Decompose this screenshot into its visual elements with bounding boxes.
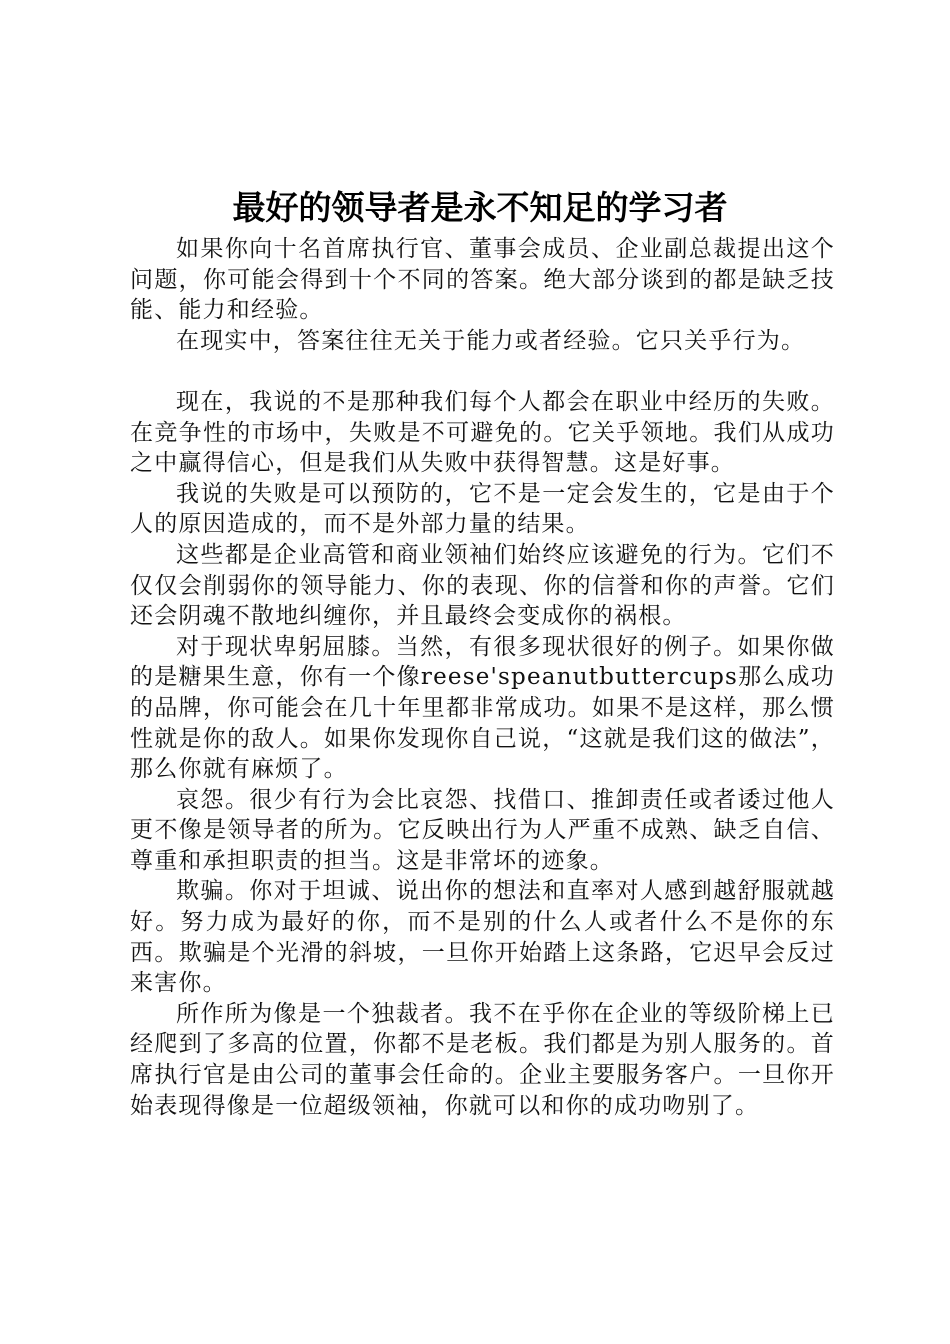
paragraph-6: 对于现状卑躬屈膝。当然，有很多现状很好的例子。如果你做的是糖果生意，你有一个像reese'speanutbuttercups那么成功的品牌，你可能会在几十年里都非常成功。如果不是这样，那么惯性就是你的敌人。如果你发现你自己说，“这就是我们这的做法”，那么你就有麻烦了。 [130,633,835,783]
document-title: 最好的领导者是永不知足的学习者 [232,188,728,227]
paragraph-5: 这些都是企业高管和商业领袖们始终应该避免的行为。它们不仅仅会削弱你的领导能力、你的表现、你的信誉和你的声誉。它们还会阴魂不散地纠缠你，并且最终会变成你的祸根。 [130,541,835,630]
document-body [130,234,835,1121]
paragraph-8: 欺骗。你对于坦诚、说出你的想法和直率对人感到越舒服就越好。努力成为最好的你，而不是别的什么人或者什么不是你的东西。欺骗是个光滑的斜坡，一旦你开始踏上这条路，它迟早会反过来害你。 [130,878,835,997]
paragraph-3: 现在，我说的不是那种我们每个人都会在职业中经历的失败。在竞争性的市场中，失败是不可避免的。它关乎领地。我们从成功之中赢得信心，但是我们从失败中获得智慧。这是好事。 [130,388,835,477]
paragraph-1: 如果你向十名首席执行官、董事会成员、企业副总裁提出这个问题，你可能会得到十个不同的答案。绝大部分谈到的都是缺乏技能、能力和经验。 [130,236,835,324]
paragraph-2: 在现实中，答案往往无关于能力或者经验。它只关乎行为。 [176,327,806,354]
paragraph-4: 我说的失败是可以预防的，它不是一定会发生的，它是由于个人的原因造成的，而不是外部力量的结果。 [130,480,835,538]
paragraph-7: 哀怨。很少有行为会比哀怨、找借口、推卸责任或者诿过他人更不像是领导者的所为。它反映出行为人严重不成熟、缺乏自信、尊重和承担职责的担当。这是非常坏的迹象。 [130,786,835,874]
paragraph-9: 所作所为像是一个独裁者。我不在乎你在企业的等级阶梯上已经爬到了多高的位置，你都不是老板。我们都是为别人服务的。首席执行官是由公司的董事会任命的。企业主要服务客户。一旦你开始表现得像是一位超级领袖，你就可以和你的成功吻别了。 [130,1000,835,1119]
